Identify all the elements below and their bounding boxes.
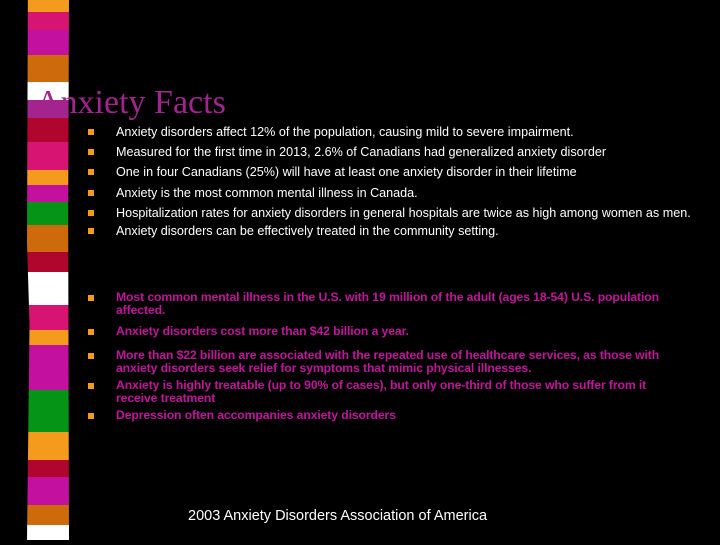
list-item	[88, 379, 688, 405]
list-item	[88, 291, 688, 317]
list-item	[88, 325, 688, 338]
bullet-icon	[88, 295, 94, 301]
decorative-color-strip	[27, 0, 69, 540]
list-item	[88, 165, 698, 179]
list-item	[88, 206, 698, 220]
list-item	[88, 224, 698, 238]
fact-text: Hospitalization rates for anxiety disorders in general hospitals are twice as high among women as men.	[116, 206, 691, 221]
list-item	[88, 409, 688, 422]
bullet-icon	[88, 413, 94, 419]
bullet-icon	[88, 228, 94, 234]
slide-title: Anxiety Facts	[36, 84, 226, 121]
bullet-icon	[88, 169, 94, 175]
us-facts-list	[88, 291, 688, 422]
list-item	[88, 349, 688, 375]
list-item	[88, 145, 698, 159]
bullet-icon	[88, 383, 94, 389]
fact-text: Anxiety disorders cost more than $42 billion a year.	[116, 324, 409, 338]
fact-text: Measured for the first time in 2013, 2.6% of Canadians had generalized anxiety disorder	[116, 145, 607, 159]
fact-text: More than $22 billion are associated with the repeated use of healthcare services, as those with anxiety disorders seek relief for symptoms that mimic physical illnesses.	[116, 348, 660, 375]
bullet-icon	[88, 329, 94, 335]
bullet-icon	[88, 353, 94, 359]
canada-facts-list	[88, 125, 698, 245]
fact-text: Anxiety disorders can be effectively treated in the community setting.	[116, 224, 499, 239]
fact-text: Anxiety disorders affect 12% of the population, causing mild to severe impairment.	[116, 125, 574, 139]
bullet-icon	[88, 210, 94, 216]
fact-text: One in four Canadians (25%) will have at least one anxiety disorder in their lifetime	[116, 165, 577, 180]
fact-text: Depression often accompanies anxiety disorders	[116, 408, 396, 422]
fact-text: Anxiety is the most common mental illness in Canada.	[116, 185, 418, 200]
bullet-icon	[88, 149, 94, 155]
fact-text: Anxiety is highly treatable (up to 90% of cases), but only one-third of those who suffer from it receive treatment	[116, 378, 647, 405]
fact-text: Most common mental illness in the U.S. with 19 million of the adult (ages 18-54) U.S. population affected.	[116, 290, 659, 317]
list-item	[88, 125, 698, 139]
source-footer: 2003 Anxiety Disorders Association of America	[188, 508, 488, 524]
bullet-icon	[88, 129, 94, 135]
list-item	[88, 186, 698, 200]
bullet-icon	[88, 190, 94, 196]
